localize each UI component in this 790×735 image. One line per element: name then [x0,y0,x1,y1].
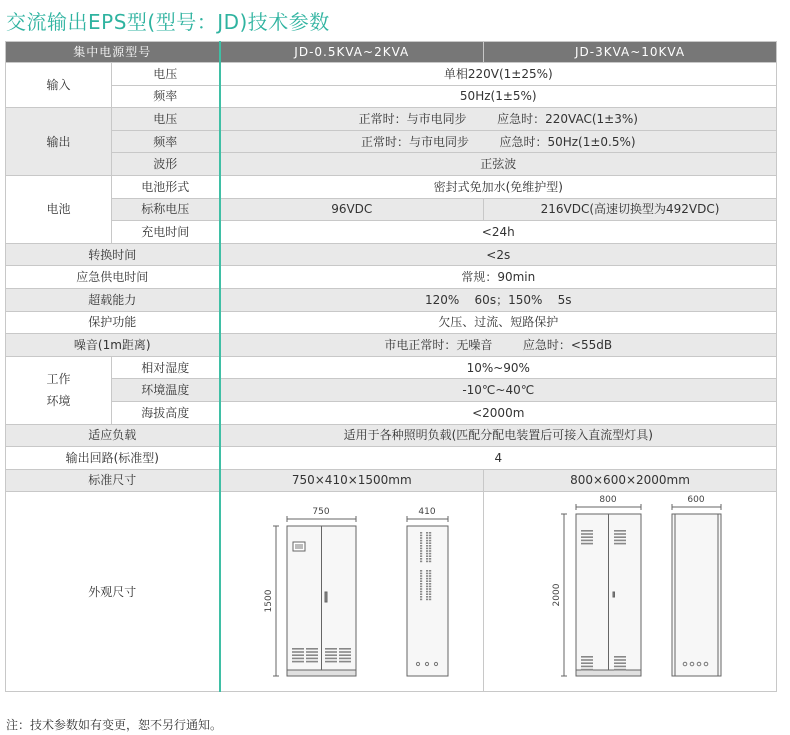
table-row [6,198,777,221]
table-row [6,108,777,131]
appearance-drawing-large [484,492,777,692]
battery-charge-value: <24h [220,221,777,244]
output-freq-label: 频率 [112,130,220,153]
table-row [6,492,777,692]
table-row [6,175,777,198]
spec-table [5,41,777,692]
large-width-dim: 800 [598,495,617,506]
environment-label-line1: 工作 [46,372,71,387]
battery-type-value: 密封式免加水(免维护型) [220,175,777,198]
std-size-label: 标准尺寸 [6,469,220,492]
table-row [6,469,777,492]
battery-type-label: 电池形式 [112,175,220,198]
temp-label: 环境温度 [112,379,220,402]
altitude-label: 海拔高度 [112,401,220,424]
overload-value: 120% 60s；150% 5s [220,288,777,311]
input-voltage-value: 单相220V(1±25%) [220,63,777,86]
table-row [6,130,777,153]
protection-value: 欠压、过流、短路保护 [220,311,777,334]
noise-value: 市电正常时：无噪音 应急时：<55dB [220,334,777,357]
protection-label: 保护功能 [6,311,220,334]
table-row [6,288,777,311]
load-value: 适用于各种照明负载(匹配分配电装置后可接入直流型灯具) [220,424,777,447]
switch-time-label: 转换时间 [6,243,220,266]
table-row [6,447,777,470]
input-voltage-label: 电压 [112,63,220,86]
table-row [6,379,777,402]
emergency-time-label: 应急供电时间 [6,266,220,289]
battery-nominal-label: 标称电压 [112,198,220,221]
input-label: 输入 [6,63,112,108]
small-width-dim: 750 [312,507,330,518]
switch-time-value: <2s [220,243,777,266]
emergency-time-value: 常规：90min [220,266,777,289]
table-row [6,63,777,86]
small-depth-dim: 410 [418,507,436,518]
header-model-a: JD-0.5KVA~2KVA [220,42,484,63]
appearance-label: 外观尺寸 [6,492,220,692]
table-row [6,401,777,424]
small-height-dim: 1500 [263,589,274,613]
large-height-dim: 2000 [551,583,562,607]
table-row [6,153,777,176]
table-row [6,356,777,379]
table-row [6,424,777,447]
table-header-row [6,42,777,63]
header-model-label: 集中电源型号 [6,42,220,63]
footnote: 注：技术参数如有变更，恕不另行通知。 [6,718,223,732]
output-wave-label: 波形 [112,153,220,176]
battery-nominal-b: 216VDC(高速切换型为492VDC) [484,198,777,221]
battery-nominal-a: 96VDC [220,198,484,221]
std-size-b: 800×600×2000mm [484,469,777,492]
table-row [6,311,777,334]
small-cabinet-drawing [221,492,483,688]
altitude-value: <2000m [220,401,777,424]
input-freq-value: 50Hz(1±5%) [220,85,777,108]
output-wave-value: 正弦波 [220,153,777,176]
std-size-a: 750×410×1500mm [220,469,484,492]
humidity-label: 相对湿度 [112,356,220,379]
output-freq-value: 正常时：与市电同步 应急时：50Hz(1±0.5%) [220,130,777,153]
temp-value: -10℃~40℃ [220,379,777,402]
circuits-label: 输出回路(标准型) [6,447,220,470]
input-freq-label: 频率 [112,85,220,108]
large-depth-dim: 600 [686,495,705,506]
humidity-value: 10%~90% [220,356,777,379]
load-label: 适应负载 [6,424,220,447]
table-row [6,221,777,244]
environment-label [6,356,112,424]
output-voltage-value: 正常时：与市电同步 应急时：220VAC(1±3%) [220,108,777,131]
noise-label: 噪音(1m距离) [6,334,220,357]
large-cabinet-drawing [485,492,776,688]
table-row [6,85,777,108]
page-title: 交流输出EPS型(型号：JD)技术参数 [6,10,330,34]
output-label: 输出 [6,108,112,176]
battery-charge-label: 充电时间 [112,221,220,244]
header-model-b: JD-3KVA~10KVA [484,42,777,63]
table-row [6,243,777,266]
table-row [6,266,777,289]
table-row [6,334,777,357]
circuits-value: 4 [220,447,777,470]
output-voltage-label: 电压 [112,108,220,131]
overload-label: 超载能力 [6,288,220,311]
battery-label: 电池 [6,175,112,243]
appearance-drawing-small [220,492,484,692]
environment-label-line2: 环境 [46,394,71,409]
